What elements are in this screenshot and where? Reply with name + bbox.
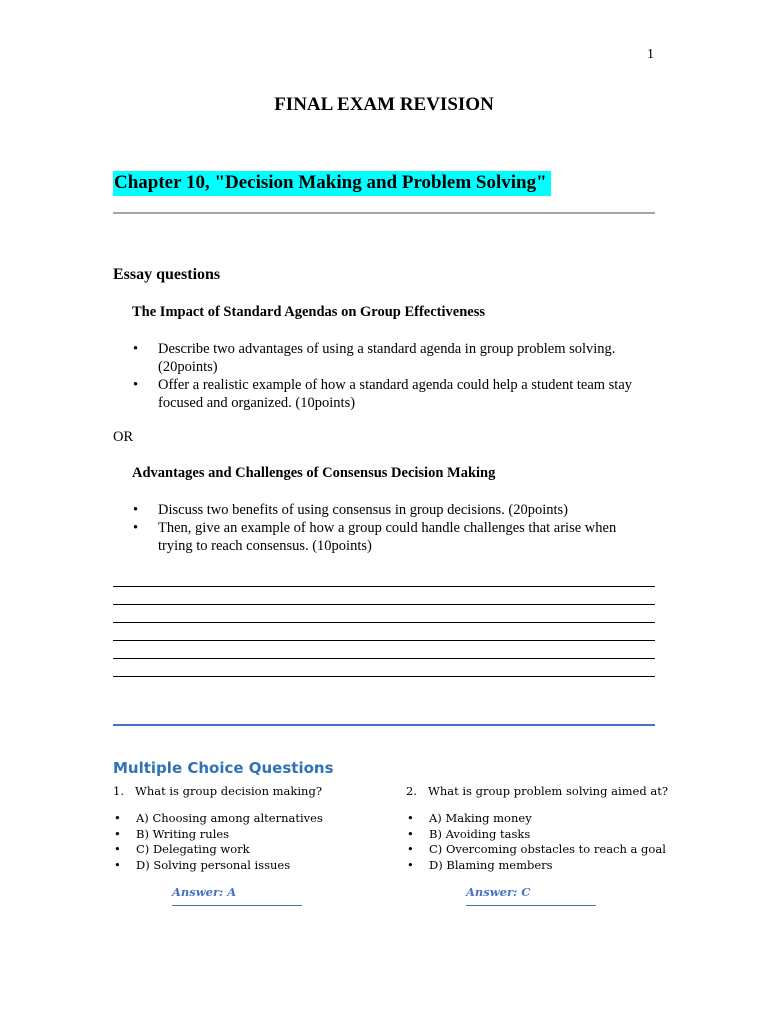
option-item[interactable]: • A) Choosing among alternatives [114, 811, 323, 827]
question-text: What is group decision making? [135, 784, 322, 798]
page-number: 1 [647, 47, 654, 62]
option-item[interactable]: • A) Making money [407, 811, 666, 827]
section-divider-blue [113, 724, 655, 726]
option-item[interactable]: • B) Avoiding tasks [407, 827, 666, 843]
essay-topic-2-bullets [133, 501, 653, 555]
option-item[interactable]: • D) Solving personal issues [114, 858, 323, 874]
answer-line[interactable] [113, 622, 655, 623]
mcq-question-2-options [407, 811, 666, 873]
question-number: 2. [406, 784, 417, 798]
chapter-heading: Chapter 10, "Decision Making and Problem Solving" [113, 171, 551, 196]
option-item[interactable]: • B) Writing rules [114, 827, 323, 843]
essay-heading: Essay questions [113, 266, 221, 283]
answer-line[interactable] [113, 604, 655, 605]
essay-bullet: • Describe two advantages of using a standard agenda in group problem solving. (20points) [133, 340, 653, 376]
answer-underline [172, 905, 302, 906]
essay-bullet: • Discuss two benefits of using consensus in group decisions. (20points) [133, 501, 653, 519]
mcq-heading: Multiple Choice Questions [113, 759, 334, 777]
answer-label: Answer: C [466, 885, 531, 899]
answer-underline [466, 905, 596, 906]
essay-topic-1-bullets [133, 340, 653, 412]
answer-line[interactable] [113, 586, 655, 587]
answer-line[interactable] [113, 658, 655, 659]
option-item[interactable]: • C) Delegating work [114, 842, 323, 858]
mcq-question-1-options [114, 811, 323, 873]
answer-label: Answer: A [172, 885, 237, 899]
essay-topic-2-title: Advantages and Challenges of Consensus Decision Making [132, 465, 496, 481]
essay-bullet: • Then, give an example of how a group could handle challenges that arise when trying to reach consensus. (10points) [133, 519, 653, 555]
option-item[interactable]: • D) Blaming members [407, 858, 666, 874]
or-separator: OR [113, 429, 134, 445]
essay-topic-1-title: The Impact of Standard Agendas on Group Effectiveness [132, 304, 485, 320]
question-text: What is group problem solving aimed at? [428, 784, 668, 798]
answer-line[interactable] [113, 640, 655, 641]
option-item[interactable]: • C) Overcoming obstacles to reach a goal [407, 842, 666, 858]
section-divider [113, 212, 655, 214]
essay-bullet: • Offer a realistic example of how a standard agenda could help a student team stay focused and organized. (10points) [133, 376, 653, 412]
question-number: 1. [113, 784, 124, 798]
answer-line[interactable] [113, 676, 655, 677]
document-title: FINAL EXAM REVISION [274, 94, 494, 115]
